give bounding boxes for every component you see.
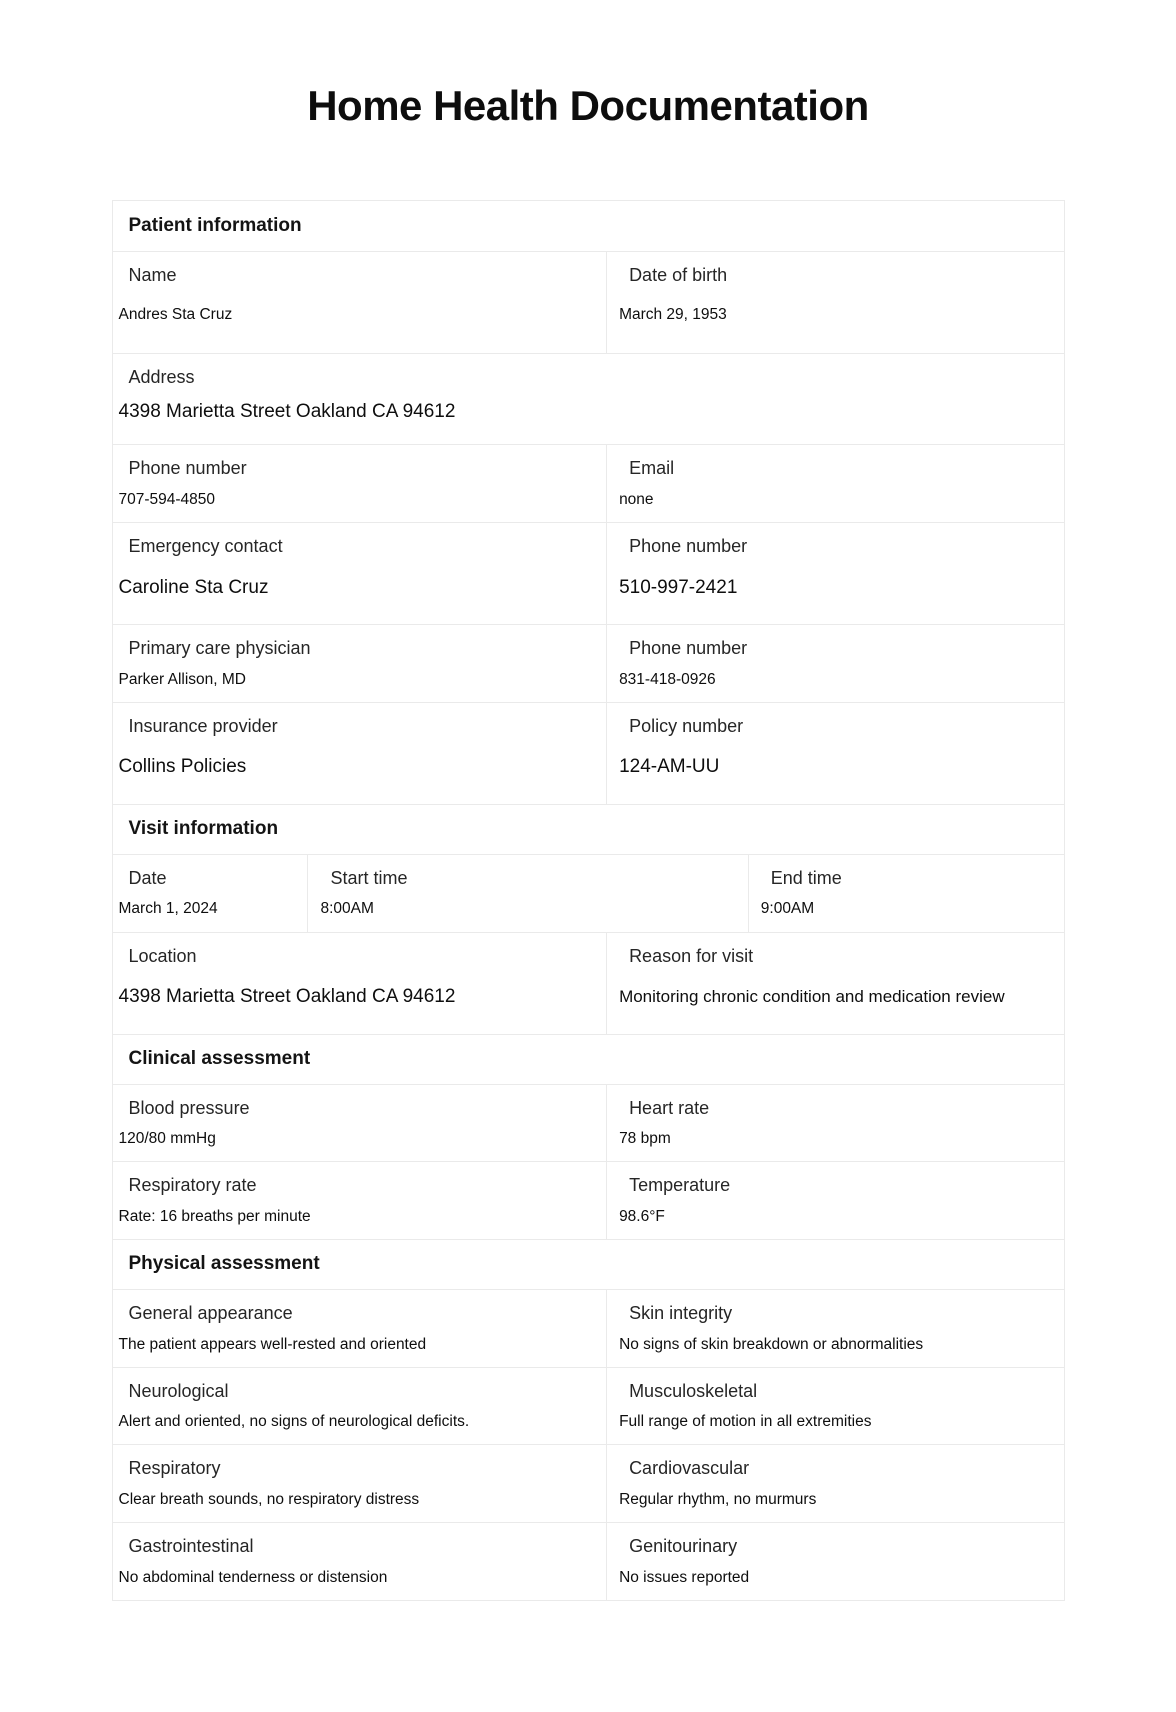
- table-row: [113, 1367, 1064, 1445]
- table-row: [113, 251, 1064, 353]
- field-cell-respiratory: [113, 1445, 607, 1522]
- section-header-clinical-assessment: Clinical assessment: [113, 1034, 1064, 1084]
- field-cell-respiratory-rate: [113, 1162, 607, 1239]
- field-cell-musculoskeletal: [606, 1368, 1063, 1445]
- field-cell-date: [113, 855, 308, 932]
- field-label: Policy number: [629, 715, 744, 736]
- field-cell-email: [606, 445, 1063, 522]
- field-value: Monitoring chronic condition and medication review: [619, 987, 1005, 1007]
- field-cell-emergency-contact: [113, 523, 607, 624]
- field-label: Respiratory: [128, 1458, 221, 1479]
- field-cell-location: [113, 933, 607, 1034]
- field-value: 98.6°F: [619, 1207, 665, 1225]
- table-row: [113, 444, 1064, 522]
- field-value: March 1, 2024: [118, 900, 218, 918]
- field-value: 831-418-0926: [619, 670, 716, 688]
- field-value: Caroline Sta Cruz: [118, 576, 269, 598]
- field-label: Reason for visit: [629, 945, 754, 966]
- table-row: [113, 854, 1064, 932]
- field-value: 120/80 mmHg: [118, 1130, 216, 1148]
- field-value: 510-997-2421: [619, 576, 738, 598]
- field-cell-general-appearance: [113, 1290, 607, 1367]
- field-value: Rate: 16 breaths per minute: [118, 1207, 311, 1225]
- field-label: Insurance provider: [128, 715, 278, 736]
- page-title: Home Health Documentation: [307, 82, 869, 129]
- table-row: [113, 932, 1064, 1034]
- field-label: Primary care physician: [128, 638, 311, 659]
- field-cell-phone-number: [606, 625, 1063, 702]
- field-cell-genitourinary: [606, 1523, 1063, 1600]
- field-cell-policy-number: [606, 703, 1063, 804]
- table-row: [113, 1161, 1064, 1239]
- field-label: Email: [629, 458, 675, 479]
- field-label: Heart rate: [629, 1097, 710, 1118]
- field-cell-cardiovascular: [606, 1445, 1063, 1522]
- field-label: General appearance: [128, 1302, 293, 1323]
- field-label: Location: [128, 945, 197, 966]
- field-label: Phone number: [128, 458, 247, 479]
- field-label: Musculoskeletal: [629, 1380, 758, 1401]
- field-value: Collins Policies: [118, 756, 247, 778]
- table-row: [113, 353, 1064, 444]
- field-cell-start-time: [307, 855, 747, 932]
- field-value: The patient appears well-rested and oriented: [118, 1335, 427, 1353]
- field-label: Date of birth: [629, 265, 728, 286]
- field-label: Phone number: [629, 638, 748, 659]
- field-cell-heart-rate: [606, 1085, 1063, 1162]
- field-value: 9:00AM: [760, 900, 815, 918]
- field-value: 4398 Marietta Street Oakland CA 94612: [118, 400, 456, 422]
- field-value: Clear breath sounds, no respiratory distress: [118, 1491, 420, 1509]
- field-value: 4398 Marietta Street Oakland CA 94612: [118, 986, 456, 1008]
- field-value: Andres Sta Cruz: [118, 305, 233, 323]
- field-cell-gastrointestinal: [113, 1523, 607, 1600]
- field-cell-end-time: [748, 855, 1064, 932]
- document-page: [0, 82, 1176, 1712]
- section-header-visit-information: Visit information: [113, 804, 1064, 854]
- table-row: [113, 522, 1064, 624]
- field-value: 707-594-4850: [118, 490, 216, 508]
- field-cell-temperature: [606, 1162, 1063, 1239]
- table-row: [113, 1289, 1064, 1367]
- field-label: Skin integrity: [629, 1302, 733, 1323]
- field-value: Parker Allison, MD: [118, 670, 246, 688]
- field-label: Respiratory rate: [128, 1175, 257, 1196]
- field-value: No abdominal tenderness or distension: [118, 1568, 388, 1586]
- field-label: Name: [128, 265, 177, 286]
- table-row: [113, 1522, 1064, 1600]
- table-row: [113, 702, 1064, 804]
- field-value: 124-AM-UU: [619, 756, 720, 778]
- field-value: No signs of skin breakdown or abnormalities: [619, 1335, 924, 1353]
- field-label: Temperature: [629, 1175, 731, 1196]
- field-cell-primary-care-physician: [113, 625, 607, 702]
- field-cell-date-of-birth: [606, 252, 1063, 353]
- field-value: Alert and oriented, no signs of neurological deficits.: [118, 1413, 470, 1431]
- section-header-physical-assessment: Physical assessment: [113, 1239, 1064, 1289]
- field-cell-reason-for-visit: [606, 933, 1063, 1034]
- field-label: Date: [128, 867, 167, 888]
- field-label: Start time: [330, 867, 408, 888]
- field-value: Full range of motion in all extremities: [619, 1413, 872, 1431]
- field-cell-address: [113, 354, 1064, 444]
- field-label: Phone number: [629, 536, 748, 557]
- field-cell-neurological: [113, 1368, 607, 1445]
- field-value: March 29, 1953: [619, 305, 727, 323]
- table-row: [113, 1444, 1064, 1522]
- field-label: Blood pressure: [128, 1097, 250, 1118]
- field-cell-blood-pressure: [113, 1085, 607, 1162]
- table-row: [113, 1084, 1064, 1162]
- field-label: Neurological: [128, 1380, 229, 1401]
- field-value: No issues reported: [619, 1568, 750, 1586]
- field-value: 78 bpm: [619, 1130, 671, 1148]
- field-value: 8:00AM: [320, 900, 374, 918]
- field-label: Address: [128, 367, 195, 388]
- field-cell-phone-number: [606, 523, 1063, 624]
- field-cell-skin-integrity: [606, 1290, 1063, 1367]
- field-cell-phone-number: [113, 445, 607, 522]
- section-header-patient-information: Patient information: [128, 215, 302, 237]
- field-cell-insurance-provider: [113, 703, 607, 804]
- field-label: Gastrointestinal: [128, 1536, 254, 1557]
- field-label: Genitourinary: [629, 1536, 738, 1557]
- field-label: Emergency contact: [128, 536, 283, 557]
- table-row: [113, 624, 1064, 702]
- field-value: none: [619, 490, 654, 508]
- field-value: Regular rhythm, no murmurs: [619, 1491, 817, 1509]
- documentation-table: [112, 200, 1065, 1601]
- field-cell-name: [113, 252, 607, 353]
- field-label: End time: [770, 867, 842, 888]
- field-label: Cardiovascular: [629, 1458, 750, 1479]
